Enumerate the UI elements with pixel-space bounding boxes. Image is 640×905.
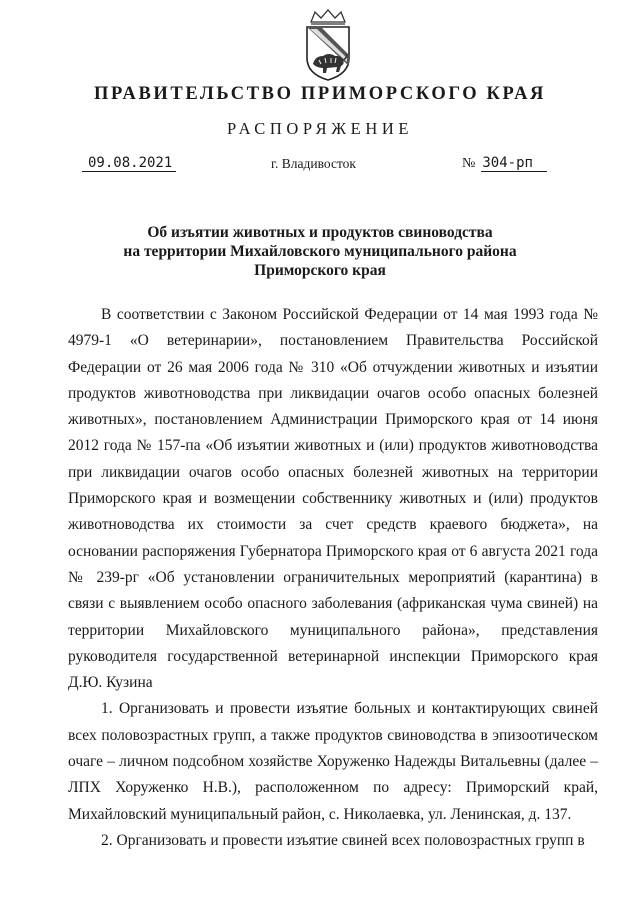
subject-line-2: на территории Михайловского муниципального района xyxy=(123,243,517,260)
subject-line-3: Приморского края xyxy=(254,262,386,279)
document-city: г. Владивосток xyxy=(271,156,356,171)
number-sign: № xyxy=(462,156,476,171)
item-2-paragraph: 2. Организовать и провести изъятие свиней всех половозрастных групп в xyxy=(101,831,585,849)
document-type: РАСПОРЯЖЕНИЕ xyxy=(226,119,414,138)
government-title: ПРАВИТЕЛЬСТВО ПРИМОРСКОГО КРАЯ xyxy=(93,84,546,104)
document-body xyxy=(68,302,598,854)
subject-line-1: Об изъятии животных и продуктов свиноводства xyxy=(147,224,493,241)
number-value: 304-рп xyxy=(481,155,547,172)
document-date: 09.08.2021 xyxy=(82,155,176,172)
preamble-paragraph: В соответствии с Законом Российской Федерации от 14 мая 1993 года № 4979-1 «О ветеринарии», постановлением Правительства Российской Федерации от 26 мая 2006 года № 310 «Об отчуждении животных и изъятии продуктов животноводства при ликвидации очагов особо опасных болезней животных», постановлением Администрации Приморского края от 14 июня 2012 года № 157-па «Об изъятии животных и (или) продуктов животноводства при ликвидации очагов особо опасных болезней животных на территории Приморского края и возмещении собственнику животных и (или) продуктов животноводства их стоимости за счет средств краевого бюджета», на основании распоряжения Губернатора Приморского края от 6 августа 2021 года № 239-рг «Об установлении ограничительных мероприятий (карантина) в связи с выявлением особо опасного заболевания (африканская чума свиней) на территории Михайловского муниципального района», представления руководителя государственной ветеринарной инспекции Приморского края Д.Ю. Кузина xyxy=(68,306,598,692)
primorsky-krai-coat-of-arms-icon xyxy=(301,8,355,82)
document-subject xyxy=(60,223,580,280)
document-number xyxy=(462,155,547,172)
item-1-paragraph: 1. Организовать и провести изъятие больных и контактирующих свиней всех половозрастных групп, а также продуктов свиноводства в эпизоотическом очаге – личном подсобном хозяйстве Хоруженко Надежды Витальевны (далее – ЛПХ Хоруженко Н.В.), расположенном по адресу: Приморский край, Михайловский муниципальный район, с. Николаевка, ул. Ленинская, д. 137. xyxy=(68,700,598,823)
